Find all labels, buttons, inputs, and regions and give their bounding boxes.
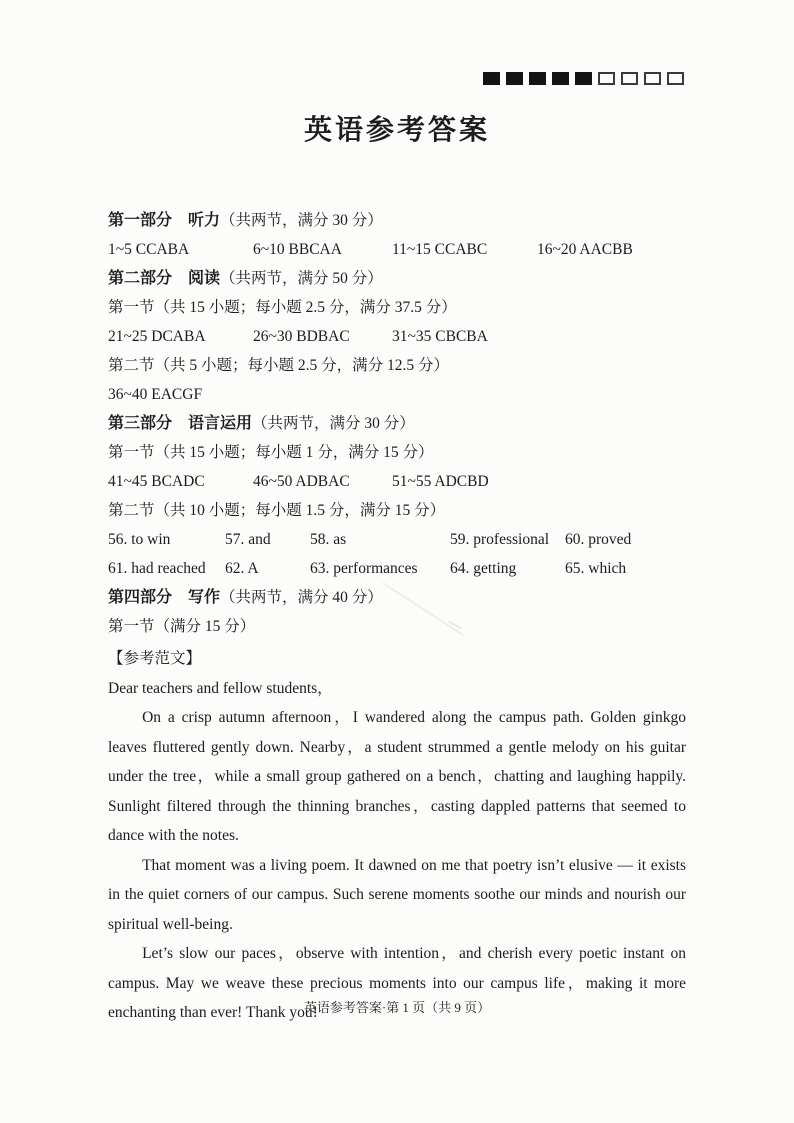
answer-item: 64. getting: [450, 560, 517, 577]
filled-square: [575, 72, 592, 85]
answer-group: 11~15 CCABC: [392, 241, 488, 258]
part1-heading: [108, 206, 686, 235]
part3-section1-note: 第一节（共 15 小题；每小题 1 分，满分 15 分）: [108, 444, 434, 461]
answer-key-content: [108, 206, 686, 1028]
part4-section1-note: 第一节（满分 15 分）: [108, 618, 256, 635]
part1-label: 第一部分 听力: [108, 212, 221, 229]
answer-item: 58. as: [310, 531, 347, 548]
part2-heading: [108, 264, 686, 293]
part2-section1-note: 第一节（共 15 小题；每小题 2.5 分，满分 37.5 分）: [108, 299, 457, 316]
answer-group: 36~40 EACGF: [108, 386, 203, 403]
essay-paragraph: On a crisp autumn afternoon，I wandered along the campus path. Golden ginkgo leaves fluttered gently down. Nearby，a student strummed a gentle melody on his guitar under the tree，while a small group gathered on a bench，chatting and laughing happily. Sunlight filtered through the thinning branches，casting dappled patterns that seemed to dance with the notes.: [108, 709, 686, 844]
filled-square: [552, 72, 569, 85]
part3-meta: （共两节，满分 30 分）: [252, 415, 415, 432]
answer-group: 16~20 AACBB: [537, 241, 633, 258]
answer-item: 59. professional: [450, 531, 550, 548]
essay-paragraph: That moment was a living poem. It dawned on me that poetry isn’t elusive — it exists in the quiet corners of our campus. Such serene moments soothe our minds and nourish our spiritual well-being.: [108, 856, 686, 933]
answer-group: 21~25 DCABA: [108, 328, 206, 345]
answer-group: 46~50 ADBAC: [253, 473, 350, 490]
sample-essay-label: 【参考范文】: [108, 650, 202, 667]
answer-group: 6~10 BBCAA: [253, 241, 342, 258]
answer-item: 61. had reached: [108, 560, 206, 577]
answer-item: 62. A: [225, 560, 259, 577]
part3-section2-answers-row2: [108, 554, 686, 583]
empty-square: [598, 72, 615, 85]
part3-label: 第三部分 语言运用: [108, 415, 253, 432]
part4-meta: （共两节，满分 40 分）: [220, 589, 383, 606]
essay-paragraph: Let’s slow our paces，observe with intention，and cherish every poetic instant on campus. May we weave these precious moments into our campus life，making it more enchanting than ever! Thank you!: [108, 945, 686, 1021]
part3-section2-answers-row1: [108, 525, 686, 554]
part1-answers-row: [108, 235, 686, 264]
answer-group: 41~45 BCADC: [108, 473, 205, 490]
empty-square: [644, 72, 661, 85]
filled-square: [506, 72, 523, 85]
part3-section1-answers-row: [108, 467, 686, 496]
part1-meta: （共两节，满分 30 分）: [220, 212, 383, 229]
part2-label: 第二部分 阅读: [108, 270, 221, 287]
empty-square: [621, 72, 638, 85]
answer-item: 65. which: [565, 560, 627, 577]
part2-section1-answers-row: [108, 322, 686, 351]
sample-essay: [108, 674, 686, 1028]
page-title: 英语参考答案: [303, 115, 490, 146]
answer-item: 56. to win: [108, 531, 171, 548]
part3-heading: [108, 409, 686, 438]
answer-group: 26~30 BDBAC: [253, 328, 350, 345]
filled-square: [529, 72, 546, 85]
part4-heading: [108, 583, 686, 612]
answer-group: 51~55 ADCBD: [392, 473, 489, 490]
progress-squares: [483, 72, 684, 85]
answer-group: 1~5 CCABA: [108, 241, 190, 258]
part3-section2-note: 第二节（共 10 小题；每小题 1.5 分，满分 15 分）: [108, 502, 446, 519]
essay-salutation: Dear teachers and fellow students，: [108, 680, 333, 697]
part4-label: 第四部分 写作: [108, 589, 221, 606]
part2-section2-answers-row: [108, 380, 686, 409]
answer-item: 63. performances: [310, 560, 418, 577]
answer-item: 60. proved: [565, 531, 632, 548]
part2-section2-note: 第二节（共 5 小题；每小题 2.5 分，满分 12.5 分）: [108, 357, 450, 374]
filled-square: [483, 72, 500, 85]
part2-meta: （共两节，满分 50 分）: [220, 270, 383, 287]
answer-group: 31~35 CBCBA: [392, 328, 488, 345]
page-footer: 英语参考答案·第 1 页（共 9 页）: [303, 1000, 491, 1015]
empty-square: [667, 72, 684, 85]
answer-item: 57. and: [225, 531, 271, 548]
